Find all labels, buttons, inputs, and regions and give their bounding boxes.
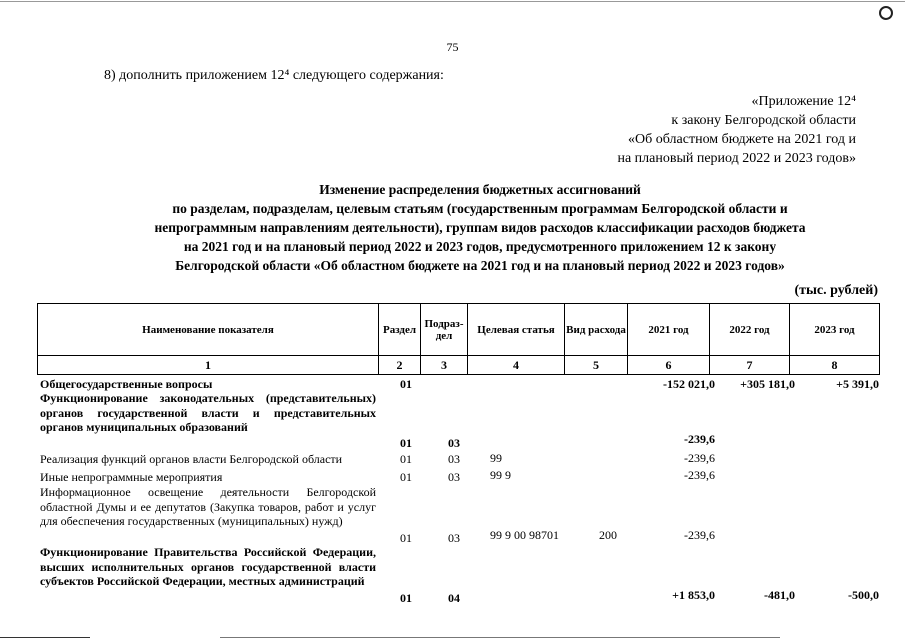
document-heading [60,180,900,275]
row-2021: -239,6 [684,432,715,446]
row-section: 01 [400,436,412,450]
column-number: 4 [468,356,565,375]
row-section: 01 [400,531,412,545]
row-2021: -239,6 [684,451,715,465]
row-subsection: 03 [448,470,460,484]
header-2022: 2022 год [710,304,790,356]
column-number: 7 [710,356,790,375]
header-2023: 2023 год [790,304,880,356]
intro-text: 8) дополнить приложением 12⁴ следующего содержания: [104,68,444,83]
heading-line: по разделам, подразделам, целевым статьям (государственным программам Белгородской области и [172,201,788,216]
row-subsection: 03 [448,531,460,545]
column-number: 8 [790,356,880,375]
heading-line: на 2021 год и на плановый период 2022 и 2023 годов, предусмотренного приложением 12 к закону [183,239,777,254]
column-number: 1 [38,356,379,375]
row-section: 01 [400,470,412,484]
appendix-line: «Приложение 12⁴ [751,94,856,109]
appendix-line: «Об областном бюджете на 2021 год и [628,132,856,147]
row-2021: +1 853,0 [672,588,715,602]
header-2021: 2021 год [628,304,710,356]
row-2021: -239,6 [684,468,715,482]
heading-line: непрограммным направлениям деятельности), группам видов расходов классификации расходов бюджета [154,220,806,235]
table-row [37,391,879,451]
table-header [37,303,880,375]
column-number: 6 [628,356,710,375]
header-section: Раздел [379,304,421,356]
heading-line: Изменение распределения бюджетных ассигнований [319,182,641,197]
row-section: 01 [400,452,412,466]
row-section: 01 [400,377,412,391]
row-name: Общегосударственные вопросы [40,377,213,391]
row-2022: -481,0 [764,588,795,602]
row-expense-type: 200 [599,528,617,542]
row-target: 99 [490,451,502,465]
row-2023: +5 391,0 [836,377,879,391]
corner-mark-icon [879,6,893,20]
appendix-caption [560,92,856,168]
row-2021: -239,6 [684,528,715,542]
row-subsection: 03 [448,436,460,450]
column-number: 2 [379,356,421,375]
table-row [37,485,879,545]
row-target: 99 9 00 98701 [490,528,559,542]
row-name: Функционирование Правительства Российской Федерации, высших исполнительных органов государственной власти субъектов Российской Федерации, местных администраций [40,545,376,588]
row-subsection: 04 [448,591,460,605]
row-target: 99 9 [490,468,511,482]
heading-line: Белгородской области «Об областном бюджете на 2021 год и на плановый период 2022 и 2023 годов» [175,258,785,273]
table-row [37,470,879,486]
scan-line-bottom [0,637,90,638]
header-expense-type: Вид расхода [565,304,628,356]
column-number: 3 [421,356,468,375]
row-subsection: 03 [448,452,460,466]
header-target: Целевая статья [468,304,565,356]
row-name: Функционирование законодательных (представительных) органов государственной власти и представительных органов муниципальных образований [40,391,376,434]
row-2021: -152 021,0 [663,377,715,391]
appendix-line: на плановый период 2022 и 2023 годов» [617,151,856,166]
row-2023: -500,0 [848,588,879,602]
header-name: Наименование показателя [38,304,379,356]
row-2022: +305 181,0 [740,377,795,391]
row-name: Информационное освещение деятельности Белгородской областной Думы и ее депутатов (Закупка товаров, работ и услуг для обеспечения государственных (муниципальных) нужд) [40,485,376,528]
row-name: Реализация функций органов власти Белгородской области [40,452,343,466]
units-label: (тыс. рублей) [794,283,878,298]
scan-line-top [0,1,905,2]
table-row [37,545,879,605]
row-section: 01 [400,591,412,605]
page-number: 75 [446,40,459,54]
row-name: Иные непрограммные мероприятия [40,470,223,484]
column-number: 5 [565,356,628,375]
scan-line-bottom-2 [220,637,780,638]
table-row [37,377,879,392]
appendix-line: к закону Белгородской области [671,113,856,128]
header-subsection: Подраз-дел [421,304,468,356]
table-row [37,452,879,468]
